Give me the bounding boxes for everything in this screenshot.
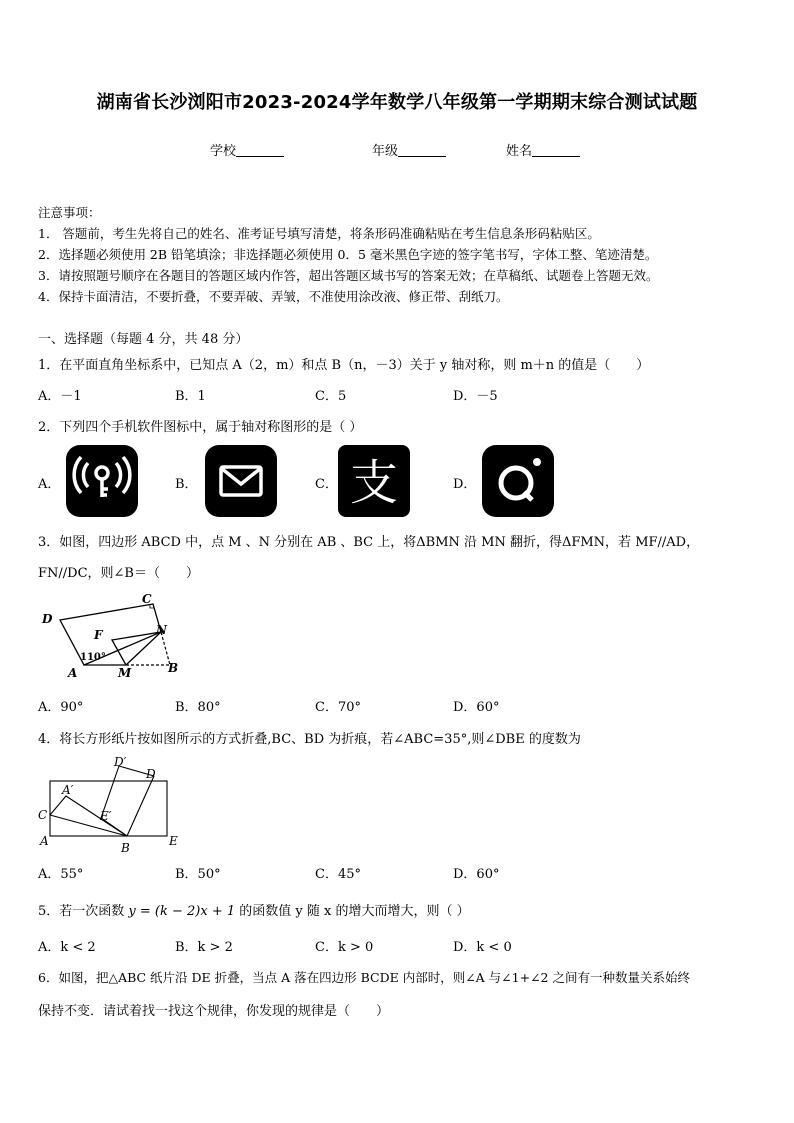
school-label: 学校 bbox=[210, 144, 237, 159]
alipay-icon[interactable] bbox=[338, 445, 410, 517]
q3-option-b[interactable]: B．80° bbox=[175, 700, 221, 715]
name-blank[interactable] bbox=[532, 143, 580, 157]
q5-formula: y = (k − 2)x + 1 bbox=[128, 904, 236, 919]
question-1: 1．在平面直角坐标系中，已知点 A（2，m）和点 B（n，－3）关于 y 轴对称，则 m＋n 的值是（ ） bbox=[38, 358, 650, 373]
q5-option-b[interactable]: B．k > 2 bbox=[175, 940, 233, 955]
q4-option-b[interactable]: B．50° bbox=[175, 867, 221, 882]
section-heading: 一、选择题（每题 4 分，共 48 分） bbox=[38, 332, 249, 347]
grade-blank[interactable] bbox=[398, 143, 446, 157]
q1-option-b[interactable]: B．1 bbox=[175, 389, 206, 404]
question-4: 4．将长方形纸片按如图所示的方式折叠,BC、BD 为折痕，若∠ABC=35°,则∠DBE 的度数为 bbox=[38, 732, 581, 747]
label-e-prime: E′ bbox=[100, 809, 112, 823]
q3-figure bbox=[36, 590, 186, 682]
label-d-prime: D′ bbox=[114, 755, 127, 769]
label-c: C bbox=[142, 592, 152, 606]
label-a: A bbox=[40, 834, 49, 848]
school-field[interactable] bbox=[210, 140, 284, 159]
question-2: 2．下列四个手机软件图标中，属于轴对称图形的是（ ） bbox=[38, 420, 363, 435]
q5-option-d[interactable]: D．k < 0 bbox=[453, 940, 512, 955]
q3-option-a[interactable]: A．90° bbox=[38, 700, 84, 715]
grade-label: 年级 bbox=[372, 144, 399, 159]
name-field[interactable] bbox=[506, 140, 580, 159]
question-5 bbox=[38, 900, 470, 919]
q2-option-b-label[interactable]: B． bbox=[175, 477, 198, 492]
notes-heading: 注意事项： bbox=[38, 205, 101, 220]
mail-icon[interactable] bbox=[205, 445, 277, 517]
q2-option-a-label[interactable]: A． bbox=[38, 477, 61, 492]
label-d: D bbox=[146, 767, 156, 781]
q3-option-d[interactable]: D．60° bbox=[453, 700, 500, 715]
alipay-glyph: 支 bbox=[349, 455, 399, 511]
label-f: F bbox=[94, 628, 103, 642]
q4-option-c[interactable]: C．45° bbox=[315, 867, 361, 882]
label-n: N bbox=[156, 623, 167, 637]
label-e: E bbox=[169, 834, 178, 848]
q1-option-a[interactable]: A．－1 bbox=[38, 389, 82, 404]
q5-option-c[interactable]: C．k > 0 bbox=[315, 940, 374, 955]
q5-text-pre: 5．若一次函数 bbox=[38, 904, 129, 919]
note-item: 4．保持卡面清洁，不要折叠，不要弄破、弄皱，不准使用涂改液、修正带、刮纸刀。 bbox=[38, 289, 509, 304]
label-a: A bbox=[68, 666, 78, 680]
question-6-line1: 6．如图，把△ABC 纸片沿 DE 折叠，当点 A 落在四边形 BCDE 内部时，则∠A 与∠1+∠2 之间有一种数量关系始终 bbox=[38, 970, 690, 985]
school-blank[interactable] bbox=[236, 143, 284, 157]
note-item: 1． 答题前，考生先将自己的姓名、准考证号填写清楚，将条形码准确粘贴在考生信息条形码粘贴区。 bbox=[38, 226, 600, 241]
q4-option-d[interactable]: D．60° bbox=[453, 867, 500, 882]
question-3-line1: 3．如图，四边形 ABCD 中，点 M 、N 分别在 AB 、BC 上，将ΔBMN 沿 MN 翻折，得ΔFMN，若 MF//AD， bbox=[38, 535, 700, 550]
label-m: M bbox=[118, 666, 132, 680]
note-item: 3．请按照题号顺序在各题目的答题区域内作答，超出答题区域书写的答案无效；在草稿纸、试题卷上答题无效。 bbox=[38, 268, 659, 283]
grade-field[interactable] bbox=[372, 140, 446, 159]
label-b: B bbox=[121, 841, 130, 855]
q4-option-a[interactable]: A．55° bbox=[38, 867, 84, 882]
label-c: C bbox=[38, 808, 48, 822]
q4-figure bbox=[34, 752, 184, 856]
label-b: B bbox=[168, 661, 179, 675]
note-item: 2．选择题必须使用 2B 铅笔填涂；非选择题必须使用 0．5 毫米黑色字迹的签字笔书写，字体工整、笔迹清楚。 bbox=[38, 247, 658, 262]
search-q-icon[interactable] bbox=[482, 445, 554, 517]
q2-option-c-label[interactable]: C． bbox=[315, 477, 338, 492]
question-3-line2: FN//DC，则∠B＝（ ） bbox=[38, 566, 199, 581]
q5-option-a[interactable]: A．k < 2 bbox=[38, 940, 96, 955]
name-label: 姓名 bbox=[506, 144, 533, 159]
q3-option-c[interactable]: C．70° bbox=[315, 700, 361, 715]
page-title: 湖南省长沙浏阳市2023-2024学年数学八年级第一学期期末综合测试试题 bbox=[96, 92, 698, 113]
q1-option-d[interactable]: D．－5 bbox=[453, 389, 498, 404]
q1-option-c[interactable]: C．5 bbox=[315, 389, 347, 404]
question-6-line2: 保持不变．请试着找一找这个规律，你发现的规律是（ ） bbox=[38, 1004, 390, 1019]
angle-label: 110° bbox=[80, 652, 106, 663]
wifi-key-icon[interactable] bbox=[66, 445, 138, 517]
q5-text-post: 的函数值 y 随 x 的增大而增大，则（ ） bbox=[235, 904, 470, 919]
label-d: D bbox=[42, 612, 53, 626]
label-a-prime: A′ bbox=[62, 783, 74, 797]
q2-option-d-label[interactable]: D． bbox=[453, 477, 477, 492]
